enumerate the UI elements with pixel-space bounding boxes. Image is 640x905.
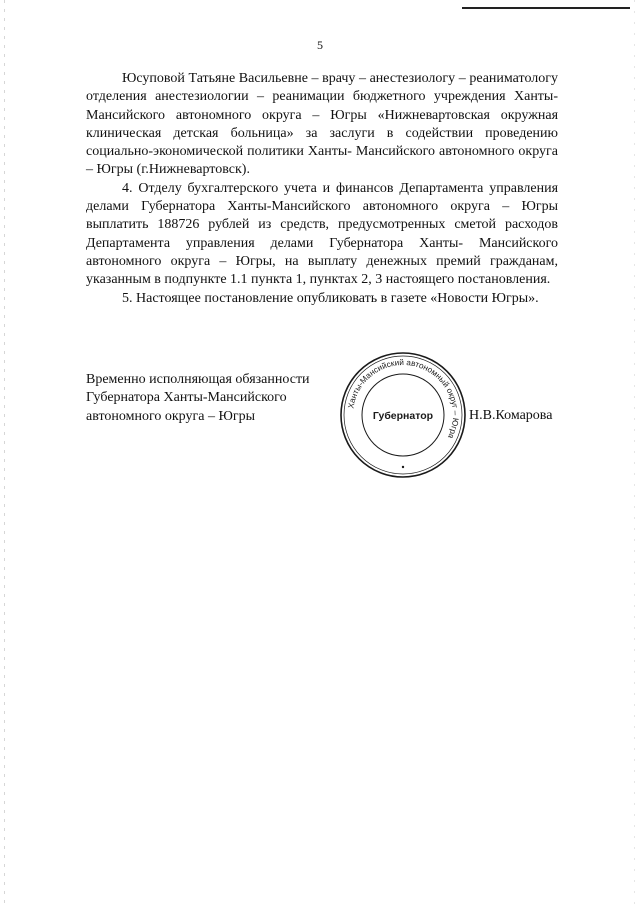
position-line: Губернатора Ханты-Мансийского — [86, 390, 287, 406]
position-line: автономного округа – Югры — [86, 408, 255, 424]
text-line: Мансийского автономного округа – Югры, на выплату денежных премий — [86, 235, 559, 269]
paragraph-awardee — [86, 70, 558, 180]
text-line: «Нижневартовская окружная клиническая детская больница» за заслуги в — [86, 107, 559, 141]
official-seal — [338, 350, 468, 480]
seal-dot — [402, 466, 404, 468]
signatory-name: Н.В.Комарова — [469, 408, 553, 423]
signatory-position — [86, 371, 346, 426]
text-line: 4. Отделу бухгалтерского учета и финансов Департамента — [122, 180, 484, 196]
text-line: сметой расходов Департамента управления делами Губернатора Ханты- — [86, 217, 558, 251]
paragraph-item-4 — [86, 180, 558, 290]
seal-center-text: Губернатор — [372, 410, 434, 422]
page-number: 5 — [317, 38, 323, 52]
document-body — [86, 70, 558, 308]
text-line: постановления. — [457, 272, 551, 288]
scan-edge-right — [634, 0, 635, 905]
top-rule — [462, 7, 630, 9]
text-line: реаниматологу отделения анестезиологии – реанимации бюджетного — [86, 71, 559, 105]
text-line: округа – Югры выплатить 188726 рублей из средств, предусмотренных — [86, 199, 558, 233]
text-line: учреждения Ханты-Мансийского автономного округа – Югры — [86, 89, 558, 123]
paragraph-item-5 — [86, 290, 558, 308]
text-line: гражданам, указанным в подпункте 1.1 пункта 1, пунктах 2, 3 настоящего — [86, 253, 558, 288]
text-line: Юсуповой Татьяне Васильевне – врачу – анестезиологу – — [122, 71, 466, 86]
text-line: Мансийского автономного округа – Югры (г.Нижневартовск). — [86, 144, 558, 178]
text-line: содействии проведению социально-экономической политики Ханты- — [86, 125, 558, 160]
text-line: 5. Настоящее постановление опубликовать в газете «Новости Югры». — [122, 290, 539, 306]
text-line: управления делами Губернатора Ханты-Мансийского автономного — [86, 180, 559, 215]
seal-ring-text: Ханты-Мансийский автономный округ – Югра — [346, 357, 461, 441]
scan-edge-left — [4, 0, 5, 905]
position-line: Временно исполняющая обязанности — [86, 372, 310, 387]
